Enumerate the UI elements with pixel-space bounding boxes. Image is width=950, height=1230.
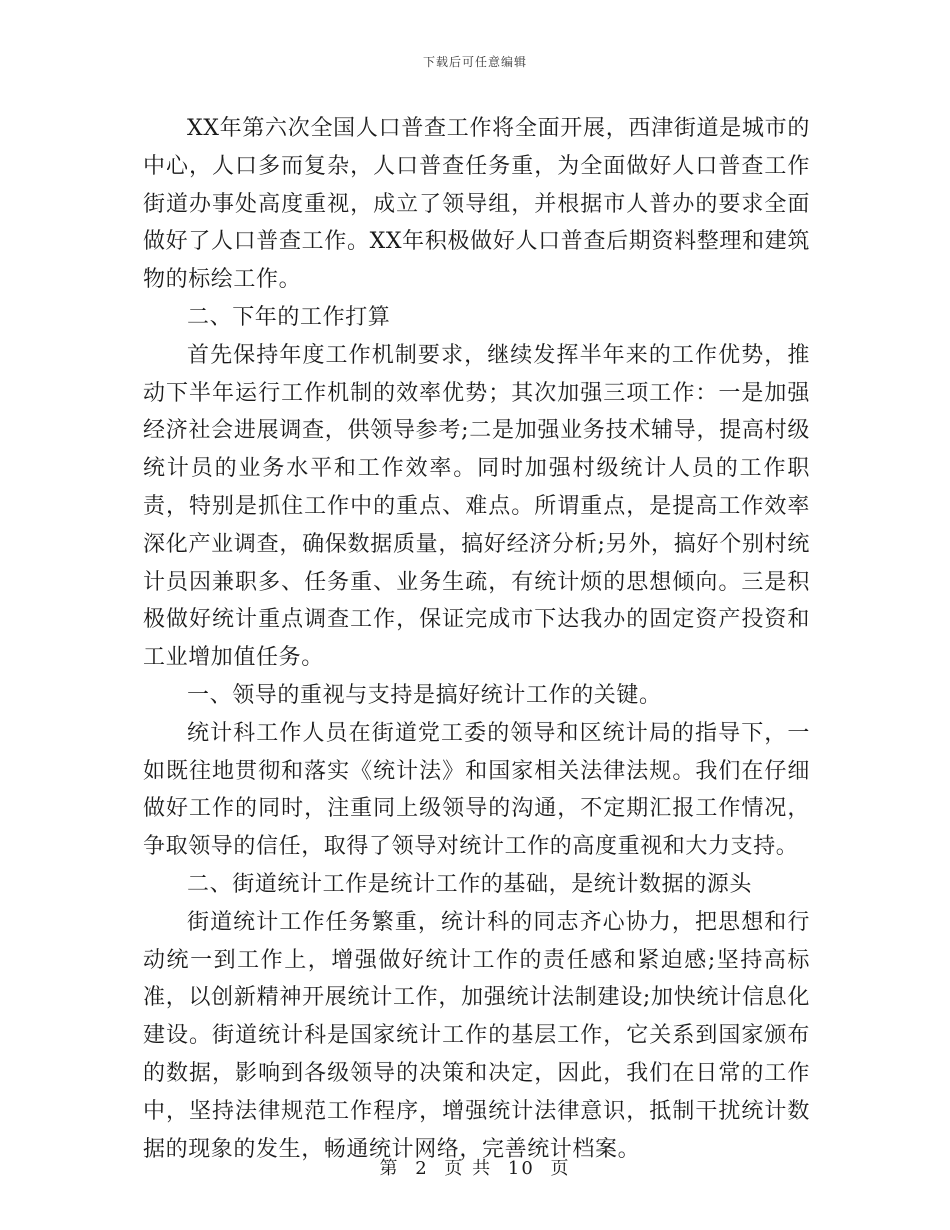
footer-page-number: 2 <box>415 1158 429 1179</box>
page-footer <box>0 1154 950 1180</box>
body-text <box>143 110 810 1168</box>
footer-middle: 页 共 <box>444 1158 493 1179</box>
heading-street-statistics: 二、街道统计工作是统计工作的基础，是统计数据的源头 <box>187 871 753 897</box>
footer-suffix: 页 <box>550 1158 571 1179</box>
footer-total-pages: 10 <box>507 1158 535 1179</box>
paragraph-census: XX年第六次全国人口普查工作将全面开展，西津街道是城市的中心，人口多而复杂，人口普查任务重，为全面做好人口普查工作街道办事处高度重视，成立了领导组，并根据市人普办的要求全面做好了人口普查工作。XX年积极做好人口普查后期资料整理和建筑物的标绘工作。 <box>143 116 810 293</box>
footer-prefix: 第 <box>379 1158 400 1179</box>
header-note: 下载后可任意编辑 <box>422 55 527 69</box>
paragraph-street-statistics: 街道统计工作任务繁重，统计科的同志齐心协力，把思想和行动统一到工作上，增强做好统计工作的责任感和紧迫感;坚持高标准，以创新精神开展统计工作，加强统计法制建设;加快统计信息化建设。街道统计科是国家统计工作的基层工作，它关系到国家颁布的数据，影响到各级领导的决策和决定，因此，我们在日常的工作中，坚持法律规范工作程序，增强统计法律意识，抵制干扰统计数据的现象的发生，畅通统计网络，完善统计档案。 <box>143 909 810 1162</box>
paragraph-leadership: 统计科工作人员在街道党工委的领导和区统计局的指导下，一如既往地贯彻和落实《统计法》和国家相关法律法规。我们在仔细做好工作的同时，注重同上级领导的沟通，不定期汇报工作情况，争取领导的信任，取得了领导对统计工作的高度重视和大力支持。 <box>143 720 810 860</box>
heading-leadership: 一、领导的重视与支持是搞好统计工作的关键。 <box>187 682 662 708</box>
paragraph-plan: 首先保持年度工作机制要求，继续发挥半年来的工作优势，推动下半年运行工作机制的效率优势；其次加强三项工作：一是加强经济社会进展调查，供领导参考;二是加强业务技术辅导，提高村级统计员的业务水平和工作效率。同时加强村级统计人员的工作职责，特别是抓住工作中的重点、难点。所谓重点，是提高工作效率深化产业调查，确保数据质量，搞好经济分析;另外，搞好个别村统计员因兼职多、任务重、业务生疏，有统计烦的思想倾向。三是积极做好统计重点调查工作，保证完成市下达我办的固定资产投资和工业增加值任务。 <box>143 342 810 671</box>
heading-next-year-plan: 二、下年的工作打算 <box>187 304 391 330</box>
